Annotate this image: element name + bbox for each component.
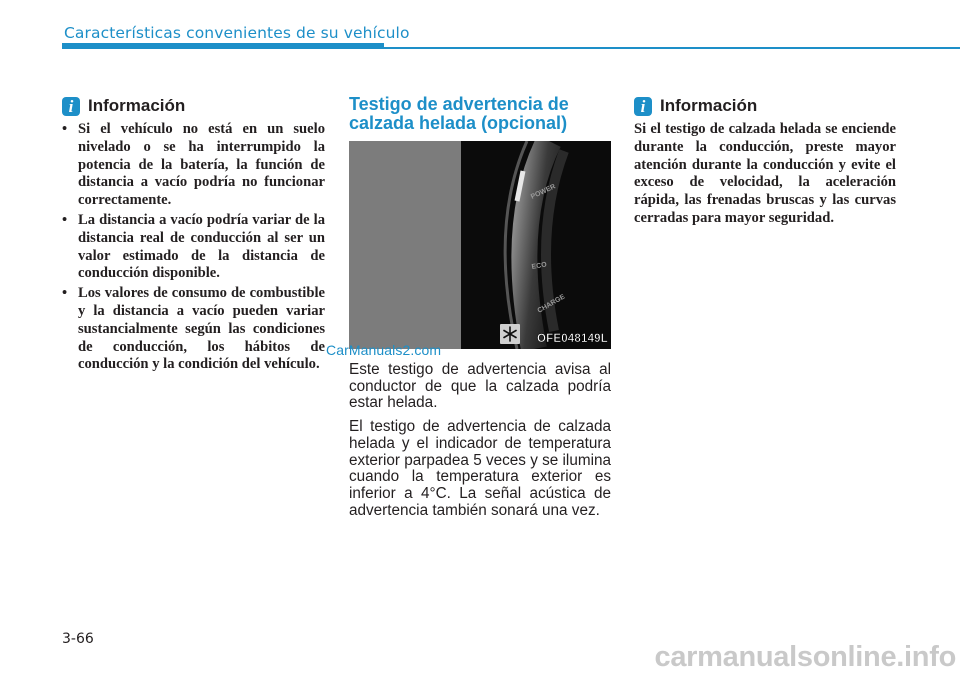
warning-section-title: Testigo de advertencia de calzada helada (opcional): [349, 94, 569, 133]
left-info-heading: [62, 96, 185, 116]
gauge-label-power: POWER: [529, 183, 557, 201]
photo-code: OFE048149L: [536, 333, 608, 345]
gauge-label-charge: CHARGE: [536, 293, 567, 315]
watermark-top: CarManuals2.com: [326, 342, 442, 358]
instrument-cluster-photo: [349, 141, 611, 349]
info-icon: i: [634, 97, 652, 116]
right-info-heading: [634, 96, 757, 116]
gauge-graphic: [349, 141, 611, 349]
list-item: • Si el vehículo no está en un suelo nivelado o se ha interrumpido la potencia de la batería, la función de distancia a vacío podría no funcionar correctamente.: [62, 121, 325, 210]
header-rule-thin: [384, 47, 960, 49]
right-info-title: Información: [660, 96, 758, 115]
section-title: Características convenientes de su vehículo: [64, 24, 410, 42]
list-item: • Los valores de consumo de combustible y la distancia a vacío pueden variar sustancialmente según las condiciones de conducción, los hábitos de conducción y la condición del vehículo.: [62, 285, 325, 374]
paragraph: El testigo de advertencia de calzada helada y el indicador de temperatura exterior parpadea 5 veces y se ilumina cuando la temperatura exterior es inferior a 4°C. La señal acústica de advertencia también sonará una vez.: [349, 418, 611, 519]
header-rule-thick: [62, 43, 384, 49]
watermark-bottom: carmanualsonline.info: [654, 641, 956, 673]
left-info-list: [62, 121, 325, 376]
gauge-label-eco: ECO: [531, 261, 548, 271]
right-info-text: Si el testigo de calzada helada se enciende durante la conducción, preste mayor atención durante la conducción y evite el exceso de velocidad, la aceleración rápida, las frenadas bruscas y las curvas cerradas para mayor seguridad.: [634, 121, 896, 226]
page-number: 3-66: [62, 631, 94, 647]
warning-description: [349, 362, 611, 526]
snowflake-icon: [500, 324, 520, 344]
paragraph: Este testigo de advertencia avisa al conductor de que la calzada podría estar helada.: [349, 361, 611, 412]
info-icon: i: [62, 97, 80, 116]
list-item: • La distancia a vacío podría variar de la distancia real de conducción al ser un valor estimado de la distancia de conducción disponible.: [62, 212, 325, 283]
left-info-title: Información: [88, 96, 186, 115]
